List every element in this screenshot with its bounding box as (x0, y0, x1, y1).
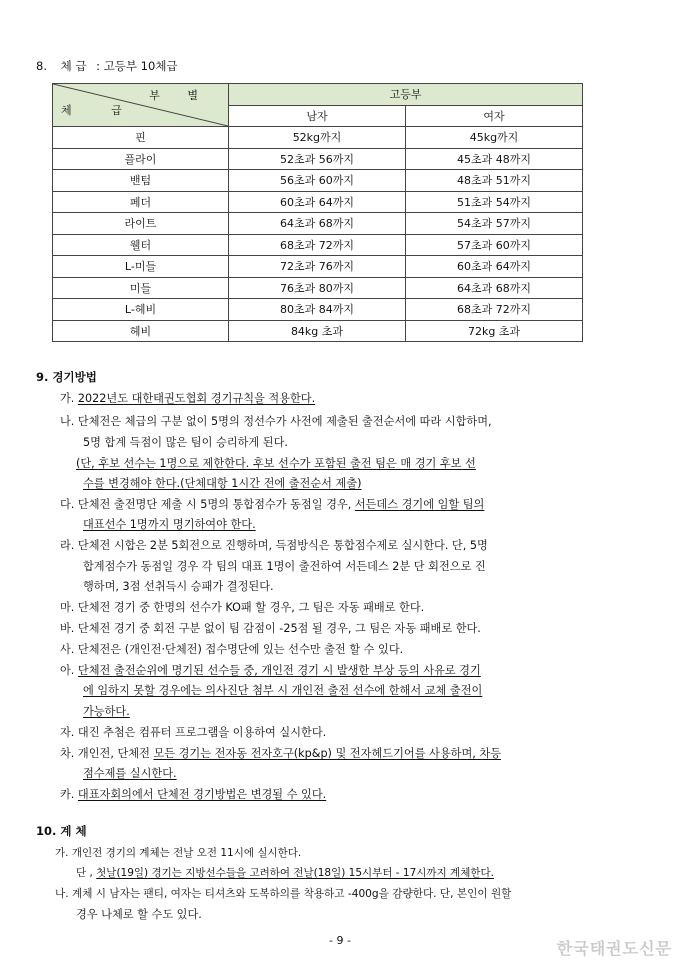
rule-ka (60, 786, 326, 802)
male-limit: 68초과 72까지 (229, 234, 406, 256)
class-name: 헤비 (53, 320, 229, 342)
rule-ga-text: 2022년도 대한태권도협회 경기규칙을 적용한다. (77, 392, 316, 405)
weighin-note-text: 첫날(19일) 경기는 지방선수들을 고려하여 전날(18일) 15시부터 - 17시까지 계체한다. (96, 867, 494, 879)
male-limit: 52초과 56까지 (229, 148, 406, 170)
class-name: 페더 (53, 191, 229, 213)
female-limit: 60초과 64까지 (406, 256, 583, 278)
rule-da-line-1-underlined: 서든데스 경기에 임할 팀의 (354, 498, 485, 511)
header-class-label: 체 급 (61, 104, 140, 117)
rule-na-line-2: 5명 합계 득점이 많은 팀이 승리하게 된다. (83, 436, 288, 449)
male-limit: 56초과 60까지 (229, 170, 406, 192)
class-name: L-미들 (53, 256, 229, 278)
table-row (53, 127, 583, 149)
rule-ra-line-3: 행하며, 3점 선취득시 승패가 결정된다. (83, 580, 274, 593)
table-row (53, 148, 583, 170)
female-limit: 72kg 초과 (406, 320, 583, 342)
male-limit: 52kg까지 (229, 127, 406, 149)
rule-na-line-1: 나. 단체전은 체급의 구분 없이 5명의 정선수가 사전에 제출된 출전순서에 따라 시합하며, (60, 415, 492, 428)
rule-a-line-1 (60, 662, 481, 678)
section-8-number: 8. (36, 59, 47, 73)
male-column-header: 남자 (229, 105, 406, 127)
rule-ga-prefix: 가. (60, 392, 78, 405)
female-limit: 68초과 72까지 (406, 299, 583, 321)
rule-ra-line-2: 합계점수가 동점일 경우 각 팀의 대표 1명이 출전하여 서든데스 2분 단 회전으로 진 (83, 560, 486, 573)
class-name: 플라이 (53, 148, 229, 170)
male-limit: 76초과 80까지 (229, 277, 406, 299)
table-row (53, 213, 583, 235)
rule-na-line-4: 수를 변경해야 한다.(단체대항 1시간 전에 출전순서 제출) (83, 477, 362, 490)
female-limit: 54초과 57까지 (406, 213, 583, 235)
male-limit: 80초과 84까지 (229, 299, 406, 321)
rule-da-line-2: 대표선수 1명까지 명기하여야 한다. (83, 518, 256, 531)
section-9-heading: 9. 경기방법 (36, 370, 97, 384)
rule-cha-line-2: 점수제를 실시한다. (83, 767, 177, 780)
female-limit: 45초과 48까지 (406, 148, 583, 170)
rule-da-line-1 (60, 496, 484, 512)
female-column-header: 여자 (406, 105, 583, 127)
rule-ka-text: 대표자회의에서 단체전 경기방법은 변경될 수 있다. (77, 788, 327, 801)
section-8-label: 체 급 (60, 59, 87, 73)
rule-cha-line-1-underlined: 모든 경기는 전자동 전자호구(kp&p) 및 전자헤드기어를 사용하며, 차등 (153, 747, 502, 760)
table-row (53, 299, 583, 321)
diagonal-header-cell (53, 84, 229, 127)
section-8-value: : 고등부 10체급 (96, 59, 178, 73)
table-row (53, 170, 583, 192)
page-number: - 9 - (329, 934, 351, 947)
male-limit: 84kg 초과 (229, 320, 406, 342)
table-row (53, 191, 583, 213)
female-limit: 64초과 68까지 (406, 277, 583, 299)
female-limit: 57초과 60까지 (406, 234, 583, 256)
rule-a-line-1-text: 단체전 출전순위에 명기된 선수들 중, 개인전 경기 시 발생한 부상 등의 사유로 경기 (77, 664, 481, 677)
rule-cha-line-1-plain: 차. 개인전, 단체전 (60, 747, 154, 760)
rule-a-line-2: 에 임하지 못할 경우에는 의사진단 첨부 시 개인전 출전 선수에 한해서 교체 출전이 (83, 684, 483, 697)
class-name: 핀 (53, 127, 229, 149)
weighin-rule-na-line-1: 나. 계체 시 남자는 팬티, 여자는 티셔츠와 도복하의를 착용하고 -400g을 감량한다. 단, 본인이 원할 (55, 888, 512, 900)
table-row (53, 320, 583, 342)
weighin-note-prefix: 단 , (76, 867, 97, 879)
section-8-heading (36, 58, 178, 74)
rule-ra-line-1: 라. 단체전 시합은 2분 5회전으로 진행하며, 득점방식은 통합점수제로 실시한다. 단, 5명 (60, 539, 488, 552)
class-name: 라이트 (53, 213, 229, 235)
class-name: 미들 (53, 277, 229, 299)
weighin-note (76, 865, 494, 880)
male-limit: 72초과 76까지 (229, 256, 406, 278)
female-limit: 51초과 54까지 (406, 191, 583, 213)
group-header: 고등부 (229, 84, 583, 106)
rule-ma: 마. 단체전 경기 중 한명의 선수가 KO패 할 경우, 그 팀은 자동 패배로 한다. (60, 601, 425, 614)
rule-da-line-1-plain: 다. 단체전 출전명단 제출 시 5명의 통합점수가 동점일 경우, (60, 498, 355, 511)
rule-a-prefix: 아. (60, 664, 78, 677)
rule-ka-prefix: 카. (60, 788, 78, 801)
female-limit: 48초과 51까지 (406, 170, 583, 192)
weighin-rule-na-line-2: 경우 나체로 할 수도 있다. (76, 908, 202, 921)
weighin-rule-ga: 가. 개인전 경기의 계체는 전날 오전 11시에 실시한다. (55, 847, 302, 859)
female-limit: 45kg까지 (406, 127, 583, 149)
weight-class-table (52, 83, 583, 342)
table-row (53, 277, 583, 299)
rule-cha-line-1 (60, 745, 501, 761)
rule-ba: 바. 단체전 경기 중 회전 구분 없이 팀 감점이 -25점 될 경우, 그 팀은 자동 패배로 한다. (60, 622, 481, 635)
class-name: 밴텀 (53, 170, 229, 192)
rule-ga (60, 390, 315, 406)
table-row (53, 234, 583, 256)
watermark-logo: 한국태권도신문 (556, 939, 672, 958)
rule-na-line-3: (단, 후보 선수는 1명으로 제한한다. 후보 선수가 포함된 출전 팀은 매 경기 후보 선 (76, 457, 476, 470)
male-limit: 60초과 64까지 (229, 191, 406, 213)
male-limit: 64초과 68까지 (229, 213, 406, 235)
class-name: 웰터 (53, 234, 229, 256)
rule-ja: 자. 대진 추첨은 컴퓨터 프로그램을 이용하여 실시한다. (60, 726, 327, 739)
table-row (53, 256, 583, 278)
rule-sa: 사. 단체전은 (개인전·단체전) 접수명단에 있는 선수만 출전 할 수 있다. (60, 643, 404, 656)
rule-a-line-3: 가능하다. (83, 705, 130, 718)
section-10-heading: 10. 계 체 (36, 824, 87, 838)
header-division-label: 부 별 (149, 89, 210, 102)
class-name: L-헤비 (53, 299, 229, 321)
